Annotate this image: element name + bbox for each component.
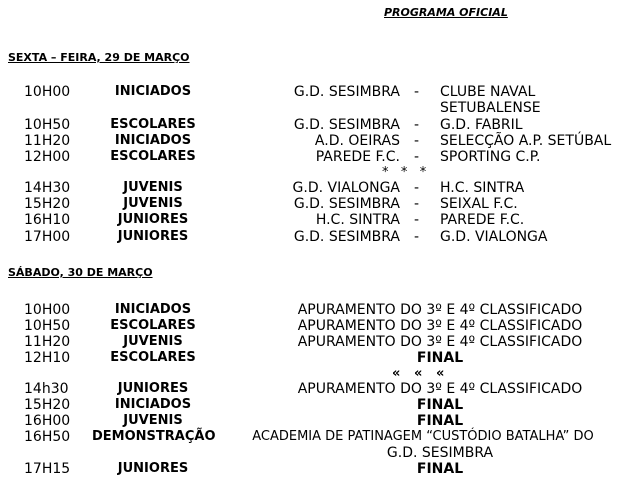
home-team: PAREDE F.C. bbox=[315, 149, 400, 165]
schedule-row-continuation bbox=[0, 100, 640, 116]
versus-dash: - bbox=[414, 212, 420, 228]
away-team: SELECÇÃO A.P. SETÚBAL bbox=[440, 133, 612, 149]
game-info: FINAL bbox=[416, 350, 464, 366]
game-info: APURAMENTO DO 3º E 4º CLASSIFICADO bbox=[297, 302, 583, 318]
game-time: 11H20 bbox=[24, 334, 71, 350]
game-time: 16H50 bbox=[24, 429, 71, 445]
game-info: APURAMENTO DO 3º E 4º CLASSIFICADO bbox=[297, 381, 583, 397]
section-separator: * * * bbox=[382, 165, 427, 180]
home-team: H.C. SINTRA bbox=[315, 212, 400, 228]
schedule-row bbox=[0, 180, 640, 196]
game-time: 12H10 bbox=[24, 350, 71, 366]
schedule-row bbox=[0, 381, 640, 397]
game-time: 15H20 bbox=[24, 397, 71, 413]
away-team: CLUBE NAVAL bbox=[440, 84, 536, 100]
versus-dash: - bbox=[414, 117, 420, 133]
schedule-row bbox=[0, 229, 640, 245]
game-time: 10H50 bbox=[24, 117, 71, 133]
game-time: 10H00 bbox=[24, 84, 71, 100]
game-time: 16H10 bbox=[24, 212, 71, 228]
schedule-row bbox=[0, 302, 640, 318]
schedule-row bbox=[0, 461, 640, 477]
schedule-row bbox=[0, 350, 640, 366]
schedule-row bbox=[0, 429, 640, 445]
versus-dash: - bbox=[414, 149, 420, 165]
game-time: 15H20 bbox=[24, 196, 71, 212]
away-team: H.C. SINTRA bbox=[440, 180, 525, 196]
schedule-row bbox=[0, 117, 640, 133]
schedule-row bbox=[0, 397, 640, 413]
game-time: 12H00 bbox=[24, 149, 71, 165]
game-time: 14h30 bbox=[24, 381, 69, 397]
game-category: JUVENIS bbox=[123, 180, 183, 195]
schedule-row bbox=[0, 212, 640, 228]
schedule-row bbox=[0, 133, 640, 149]
versus-dash: - bbox=[414, 229, 420, 245]
day-heading-saturday: SÁBADO, 30 DE MARÇO bbox=[8, 266, 153, 279]
game-category: JUNIORES bbox=[117, 461, 189, 476]
game-category: INICIADOS bbox=[114, 397, 192, 412]
schedule-row bbox=[0, 334, 640, 350]
schedule-row bbox=[0, 196, 640, 212]
game-category: JUNIORES bbox=[117, 381, 189, 396]
versus-dash: - bbox=[414, 180, 420, 196]
game-category: INICIADOS bbox=[114, 133, 192, 148]
game-info: APURAMENTO DO 3º E 4º CLASSIFICADO bbox=[297, 334, 583, 350]
schedule-row bbox=[0, 84, 640, 100]
game-category: JUNIORES bbox=[117, 212, 189, 227]
game-category: ESCOLARES bbox=[110, 318, 196, 333]
home-team: G.D. SESIMBRA bbox=[293, 84, 400, 100]
game-time: 17H15 bbox=[24, 461, 71, 477]
away-team: G.D. VIALONGA bbox=[440, 229, 548, 245]
day-heading-friday: SEXTA – FEIRA, 29 DE MARÇO bbox=[8, 51, 190, 64]
game-time: 10H00 bbox=[24, 302, 71, 318]
away-team: SEIXAL F.C. bbox=[440, 196, 518, 212]
game-info: FINAL bbox=[416, 461, 464, 477]
away-team: G.D. FABRIL bbox=[440, 117, 523, 133]
game-info: APURAMENTO DO 3º E 4º CLASSIFICADO bbox=[297, 318, 583, 334]
away-team-continued: SETUBALENSE bbox=[440, 100, 541, 116]
versus-dash: - bbox=[414, 133, 420, 149]
game-time: 17H00 bbox=[24, 229, 71, 245]
away-team: PAREDE F.C. bbox=[440, 212, 525, 228]
game-category: JUVENIS bbox=[123, 413, 183, 428]
home-team: G.D. SESIMBRA bbox=[293, 229, 400, 245]
game-info: FINAL bbox=[416, 413, 464, 429]
game-category: JUVENIS bbox=[123, 334, 183, 349]
game-info: FINAL bbox=[416, 397, 464, 413]
game-info: ACADEMIA DE PATINAGEM “CUSTÓDIO BATALHA” DO bbox=[252, 429, 594, 444]
game-info-continued: G.D. SESIMBRA bbox=[386, 445, 494, 461]
home-team: G.D. SESIMBRA bbox=[293, 196, 400, 212]
versus-dash: - bbox=[414, 196, 420, 212]
game-category: JUNIORES bbox=[117, 229, 189, 244]
game-time: 14H30 bbox=[24, 180, 71, 196]
page-title: PROGRAMA OFICIAL bbox=[384, 6, 508, 19]
game-category: ESCOLARES bbox=[110, 149, 196, 164]
game-category: INICIADOS bbox=[114, 84, 192, 99]
versus-dash: - bbox=[414, 84, 420, 100]
schedule-row bbox=[0, 318, 640, 334]
game-category: ESCOLARES bbox=[110, 117, 196, 132]
game-time: 16H00 bbox=[24, 413, 71, 429]
home-team: A.D. OEIRAS bbox=[314, 133, 400, 149]
away-team: SPORTING C.P. bbox=[440, 149, 541, 165]
home-team: G.D. VIALONGA bbox=[292, 180, 400, 196]
home-team: G.D. SESIMBRA bbox=[293, 117, 400, 133]
game-category: DEMONSTRAÇÃO bbox=[92, 429, 216, 444]
game-category: INICIADOS bbox=[114, 302, 192, 317]
schedule-row bbox=[0, 413, 640, 429]
game-time: 11H20 bbox=[24, 133, 71, 149]
game-category: ESCOLARES bbox=[110, 350, 196, 365]
schedule-row-continuation bbox=[0, 445, 640, 461]
game-category: JUVENIS bbox=[123, 196, 183, 211]
schedule-row bbox=[0, 149, 640, 165]
game-time: 10H50 bbox=[24, 318, 71, 334]
section-separator: « « « bbox=[392, 366, 445, 381]
